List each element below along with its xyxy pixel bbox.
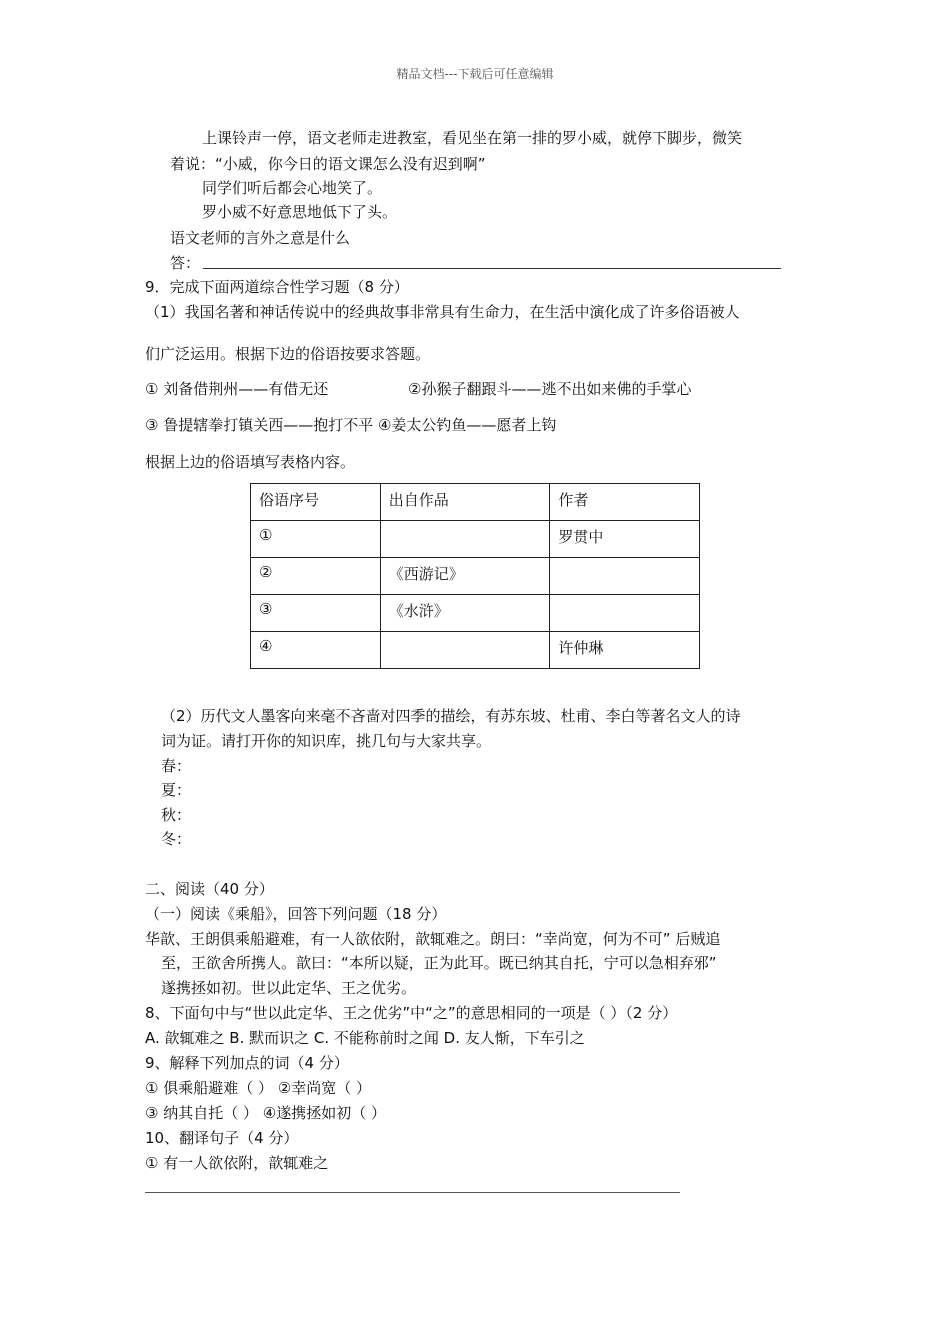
table-row	[251, 595, 700, 632]
passage-question: 语文老师的言外之意是什么	[170, 229, 351, 247]
sayings-table	[250, 483, 700, 669]
classical-text-line-2: 至，王欲舍所携人。歆曰：“本所以疑，正为此耳。既已纳其自托，宁可以急相弃邪”	[161, 954, 717, 972]
saying-2: ②孙猴子翻跟斗——逃不出如来佛的手掌心	[408, 380, 692, 398]
table-instruction: 根据上边的俗语填写表格内容。	[145, 453, 356, 471]
table-cell[interactable]	[380, 521, 550, 558]
table-cell[interactable]	[550, 595, 700, 632]
table-cell: 《水浒》	[380, 595, 550, 632]
saying-1: ① 刘备借荆州——有借无还	[145, 380, 329, 398]
page-header: 精品文档---下载后可任意编辑	[396, 67, 554, 81]
table-header: 出自作品	[380, 484, 550, 521]
answer-line[interactable]	[203, 268, 781, 269]
q8-stem: 8、下面句中与“世以此定华、王之优劣”中“之”的意思相同的一项是（ ）（2 分）	[145, 1004, 678, 1022]
q9-part1-line2: 们广泛运用。根据下边的俗语按要求答题。	[145, 345, 431, 363]
q9-part1-line1: （1）我国名著和神话传说中的经典故事非常具有生命力，在生活中演化成了许多俗语被人	[145, 303, 740, 321]
table-row	[251, 558, 700, 595]
table-header: 俗语序号	[251, 484, 381, 521]
q9-part2-line1: （2）历代文人墨客向来毫不吝啬对四季的描绘，有苏东坡、杜甫、李白等著名文人的诗	[161, 707, 741, 725]
saying-3-4: ③ 鲁提辖拳打镇关西——抱打不平 ④姜太公钓鱼——愿者上钩	[145, 416, 557, 434]
answer-label: 答：	[170, 254, 201, 272]
table-cell[interactable]	[550, 558, 700, 595]
table-cell: 许仲琳	[550, 632, 700, 669]
season-winter: 冬：	[161, 830, 192, 848]
table-row	[251, 632, 700, 669]
season-summer: 夏：	[161, 781, 192, 799]
passage-line-2: 着说：“小威，你今日的语文课怎么没有迟到啊”	[170, 155, 486, 173]
classical-text-line-1: 华歆、王朗俱乘船避难，有一人欲依附，歆辄难之。朗曰：“幸尚宽，何为不可” 后贼追	[145, 930, 721, 948]
table-header-row	[251, 484, 700, 521]
q8-options: A. 歆辄难之 B. 默而识之 C. 不能称前时之闻 D. 友人惭，下车引之	[145, 1029, 585, 1047]
q9-reading-stem: 9、解释下列加点的词（4 分）	[145, 1054, 349, 1072]
table-cell: 《西游记》	[380, 558, 550, 595]
table-cell: ④	[251, 632, 381, 669]
q9-part2-line2: 词为证。请打开你的知识库，挑几句与大家共享。	[161, 732, 492, 750]
table-cell[interactable]	[380, 632, 550, 669]
q10-answer-line[interactable]	[145, 1192, 680, 1193]
table-cell: ③	[251, 595, 381, 632]
season-autumn: 秋：	[161, 806, 192, 824]
table-row	[251, 521, 700, 558]
passage-line-1: 上课铃声一停，语文老师走进教室，看见坐在第一排的罗小威，就停下脚步，微笑	[202, 129, 743, 147]
classical-text-line-3: 遂携拯如初。世以此定华、王之优劣。	[161, 979, 417, 997]
reading-section-title: 二、阅读（40 分）	[145, 880, 274, 898]
table-cell: 罗贯中	[550, 521, 700, 558]
season-spring: 春：	[161, 757, 192, 775]
q10-stem: 10、翻译句子（4 分）	[145, 1129, 299, 1147]
table-cell: ①	[251, 521, 381, 558]
table-cell: ②	[251, 558, 381, 595]
reading-sub-title: （一）阅读《乘船》，回答下列问题（18 分）	[145, 905, 447, 923]
passage-line-3: 同学们听后都会心地笑了。	[202, 179, 383, 197]
table-header: 作者	[550, 484, 700, 521]
q9-title: 9．完成下面两道综合性学习题（8 分）	[145, 278, 409, 296]
q9-reading-items-2: ③ 纳其自托（ ） ④遂携拯如初（ ）	[145, 1104, 386, 1122]
q10-item-1: ① 有一人欲依附，歆辄难之	[145, 1154, 329, 1172]
q9-reading-items-1: ① 俱乘船避难（ ） ②幸尚宽（ ）	[145, 1079, 371, 1097]
passage-line-4: 罗小威不好意思地低下了头。	[202, 203, 398, 221]
